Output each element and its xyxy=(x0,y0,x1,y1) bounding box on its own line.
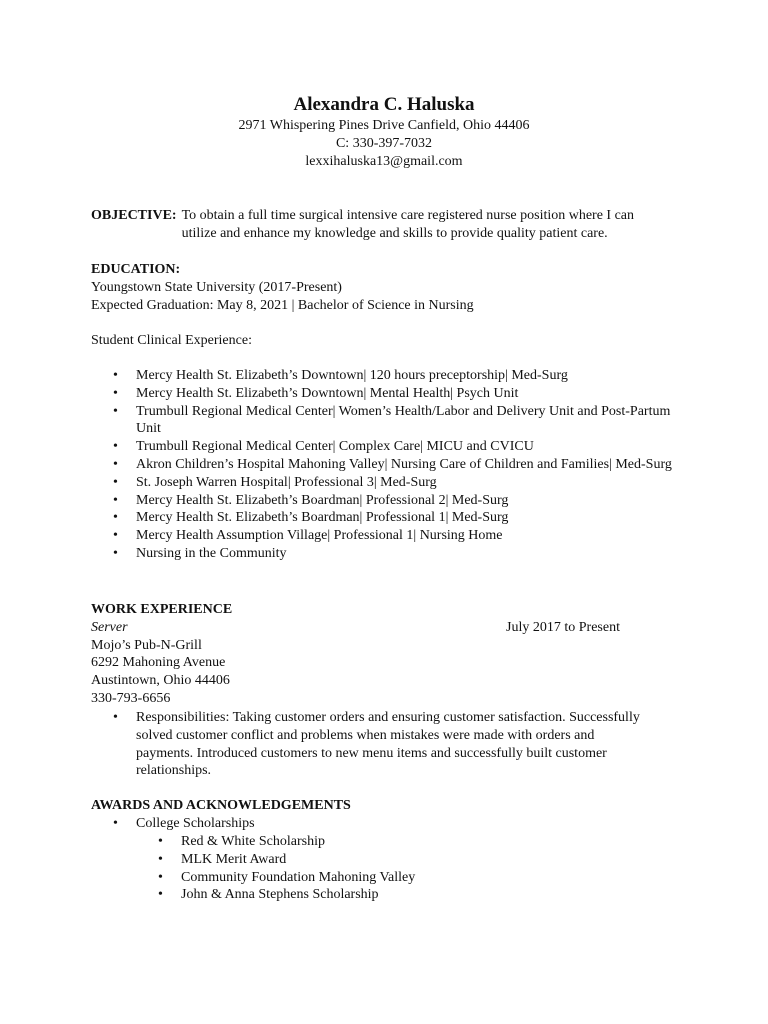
graduation-info: Expected Graduation: May 8, 2021 | Bachelor of Science in Nursing xyxy=(91,297,474,313)
scholarships-list xyxy=(91,833,651,904)
address: 2971 Whispering Pines Drive Canfield, Ohio 44406 xyxy=(238,118,530,133)
applicant-name: Alexandra C. Haluska xyxy=(293,94,475,115)
phone-number: C: 330-397-7032 xyxy=(335,136,433,151)
list-item: • Red & White Scholarship xyxy=(91,833,651,851)
job-title: Server xyxy=(91,619,128,635)
employer-street: 6292 Mahoning Avenue xyxy=(91,655,226,671)
education-section xyxy=(91,261,691,314)
list-item: • Nursing in the Community xyxy=(91,545,681,563)
list-item: • Mercy Health St. Elizabeth’s Boardman| Professional 2| Med-Surg xyxy=(91,492,681,510)
work-experience-section xyxy=(91,601,691,708)
clinical-experience-label: Student Clinical Experience: xyxy=(91,333,252,348)
education-heading: EDUCATION: xyxy=(91,262,181,277)
employer-city: Austintown, Ohio 44406 xyxy=(91,673,230,689)
list-item: • St. Joseph Warren Hospital| Professional 3| Med-Surg xyxy=(91,474,681,492)
work-experience-heading: WORK EXPERIENCE xyxy=(91,602,233,617)
school-name: Youngstown State University (2017-Present) xyxy=(91,279,342,295)
objective-heading: OBJECTIVE: xyxy=(91,208,177,223)
clinical-experience-list xyxy=(91,367,681,563)
list-item: • Community Foundation Mahoning Valley xyxy=(91,869,651,887)
list-item: • Mercy Health Assumption Village| Professional 1| Nursing Home xyxy=(91,527,681,545)
list-item: • Responsibilities: Taking customer orders and ensuring customer satisfaction. Successfully solved customer conflict and problems when mistakes were made with orders and payments. Introduced customers to new menu items and successfully built customer relationships. xyxy=(91,709,651,780)
email-address: lexxihaluska13@gmail.com xyxy=(305,154,463,169)
awards-heading: AWARDS AND ACKNOWLEDGEMENTS xyxy=(91,798,351,813)
list-item: • John & Anna Stephens Scholarship xyxy=(91,886,651,904)
resume-header xyxy=(0,94,768,171)
list-item: • Mercy Health St. Elizabeth’s Boardman| Professional 1| Med-Surg xyxy=(91,509,681,527)
work-responsibilities-list xyxy=(91,709,651,780)
employer-name: Mojo’s Pub-N-Grill xyxy=(91,637,202,653)
objective-text-line-1: To obtain a full time surgical intensive care registered nurse position where I can xyxy=(181,208,635,223)
objective-text-line-2: utilize and enhance my knowledge and skills to provide quality patient care. xyxy=(181,225,608,241)
awards-list xyxy=(91,815,651,833)
list-item: • College Scholarships xyxy=(91,815,651,833)
list-item: • Akron Children’s Hospital Mahoning Valley| Nursing Care of Children and Families| Med-Surg xyxy=(91,456,681,474)
list-item: • Trumbull Regional Medical Center| Women’s Health/Labor and Delivery Unit and Post-Partum Unit xyxy=(91,403,681,439)
list-item: • Mercy Health St. Elizabeth’s Downtown| Mental Health| Psych Unit xyxy=(91,385,681,403)
list-item: • Mercy Health St. Elizabeth’s Downtown| 120 hours preceptorship| Med-Surg xyxy=(91,367,681,385)
employer-phone: 330-793-6656 xyxy=(91,690,171,706)
job-dates: July 2017 to Present xyxy=(506,619,620,635)
list-item: • MLK Merit Award xyxy=(91,851,651,869)
list-item: • Trumbull Regional Medical Center| Complex Care| MICU and CVICU xyxy=(91,438,681,456)
objective-section xyxy=(91,207,691,243)
